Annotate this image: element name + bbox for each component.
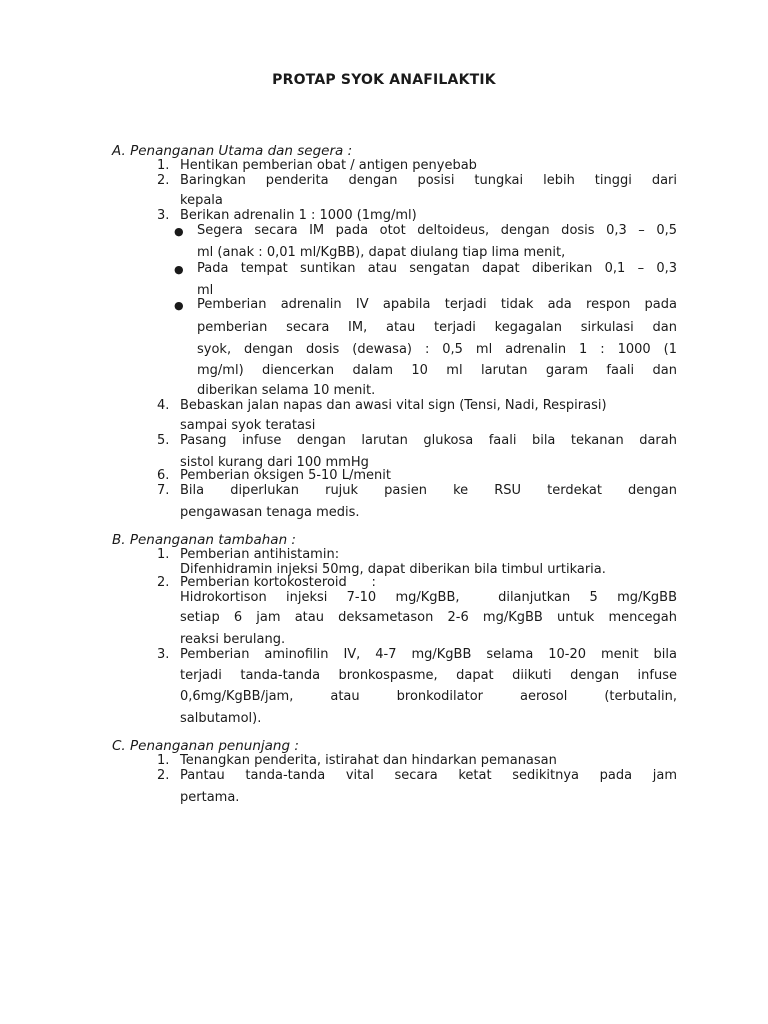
document-title: PROTAP SYOK ANAFILAKTIK — [272, 72, 496, 88]
item-text: Baringkan penderita dengan posisi tungkai lebih tinggi dari — [180, 173, 677, 188]
bullet-text: Pada tempat suntikan atau sengatan dapat diberikan 0,1 – 0,3 — [197, 261, 677, 276]
item-text: Pemberian aminofilin IV, 4-7 mg/KgBB selama 10-20 menit bila — [180, 647, 677, 662]
item-text: Pemberian oksigen 5-10 L/menit — [180, 468, 391, 483]
item-text-continued: pertama. — [180, 790, 240, 805]
bullet-dot-icon: ● — [174, 263, 184, 276]
bullet-text-continued: pemberian secara IM, atau terjadi kegagalan sirkulasi dan — [197, 320, 677, 335]
section-a-heading: A. Penanganan Utama dan segera : — [112, 143, 353, 159]
item-text: Pantau tanda-tanda vital secara ketat sedikitnya pada jam — [180, 768, 677, 783]
item-number: 6. — [157, 468, 170, 483]
item-text: Pemberian antihistamin: — [180, 547, 340, 562]
item-text-continued: reaksi berulang. — [180, 632, 286, 647]
item-number: 1. — [157, 547, 170, 562]
item-text-continued: setiap 6 jam atau deksametason 2-6 mg/KgBB untuk mencegah — [180, 610, 677, 625]
item-text: Bebaskan jalan napas dan awasi vital sign (Tensi, Nadi, Respirasi) — [180, 398, 607, 413]
section-b-heading: B. Penanganan tambahan : — [112, 532, 296, 548]
item-text-continued: pengawasan tenaga medis. — [180, 505, 360, 520]
bullet-text-continued: diberikan selama 10 menit. — [197, 383, 376, 398]
item-text: Tenangkan penderita, istirahat dan hindarkan pemanasan — [180, 753, 557, 768]
item-number: 3. — [157, 647, 170, 662]
bullet-text: Segera secara IM pada otot deltoideus, dengan dosis 0,3 – 0,5 — [197, 223, 677, 238]
item-text-continued: salbutamol). — [180, 711, 262, 726]
bullet-text-continued: ml (anak : 0,01 ml/KgBB), dapat diulang tiap lima menit, — [197, 245, 566, 260]
item-text: Pemberian kortokosteroid : — [180, 575, 376, 590]
item-text-continued: sistol kurang dari 100 mmHg — [180, 455, 369, 470]
item-text: Bila diperlukan rujuk pasien ke RSU terdekat dengan — [180, 483, 677, 498]
bullet-text: Pemberian adrenalin IV apabila terjadi tidak ada respon pada — [197, 297, 677, 312]
bullet-text-continued: ml — [197, 283, 214, 298]
item-number: 7. — [157, 483, 170, 498]
item-number: 1. — [157, 753, 170, 768]
item-number: 1. — [157, 158, 170, 173]
item-text-continued: sampai syok teratasi — [180, 418, 316, 433]
item-text-continued: Difenhidramin injeksi 50mg, dapat diberikan bila timbul urtikaria. — [180, 562, 606, 577]
item-text: Pasang infuse dengan larutan glukosa faali bila tekanan darah — [180, 433, 677, 448]
item-number: 5. — [157, 433, 170, 448]
bullet-text-continued: mg/ml) diencerkan dalam 10 ml larutan garam faali dan — [197, 363, 677, 378]
item-text-continued: terjadi tanda-tanda bronkospasme, dapat diikuti dengan infuse — [180, 668, 677, 683]
item-text-continued: 0,6mg/KgBB/jam, atau bronkodilator aerosol (terbutalin, — [180, 689, 677, 704]
item-text: Hentikan pemberian obat / antigen penyebab — [180, 158, 477, 173]
bullet-dot-icon: ● — [174, 299, 184, 312]
section-c-heading: C. Penanganan penunjang : — [112, 738, 299, 754]
item-number: 2. — [157, 575, 170, 590]
bullet-dot-icon: ● — [174, 225, 184, 238]
item-text-continued: Hidrokortison injeksi 7-10 mg/KgBB, dilanjutkan 5 mg/KgBB — [180, 590, 677, 605]
bullet-text-continued: syok, dengan dosis (dewasa) : 0,5 ml adrenalin 1 : 1000 (1 — [197, 342, 677, 357]
item-text-continued: kepala — [180, 193, 223, 208]
item-number: 2. — [157, 768, 170, 783]
item-text: Berikan adrenalin 1 : 1000 (1mg/ml) — [180, 208, 417, 223]
item-number: 4. — [157, 398, 170, 413]
item-number: 3. — [157, 208, 170, 223]
item-number: 2. — [157, 173, 170, 188]
